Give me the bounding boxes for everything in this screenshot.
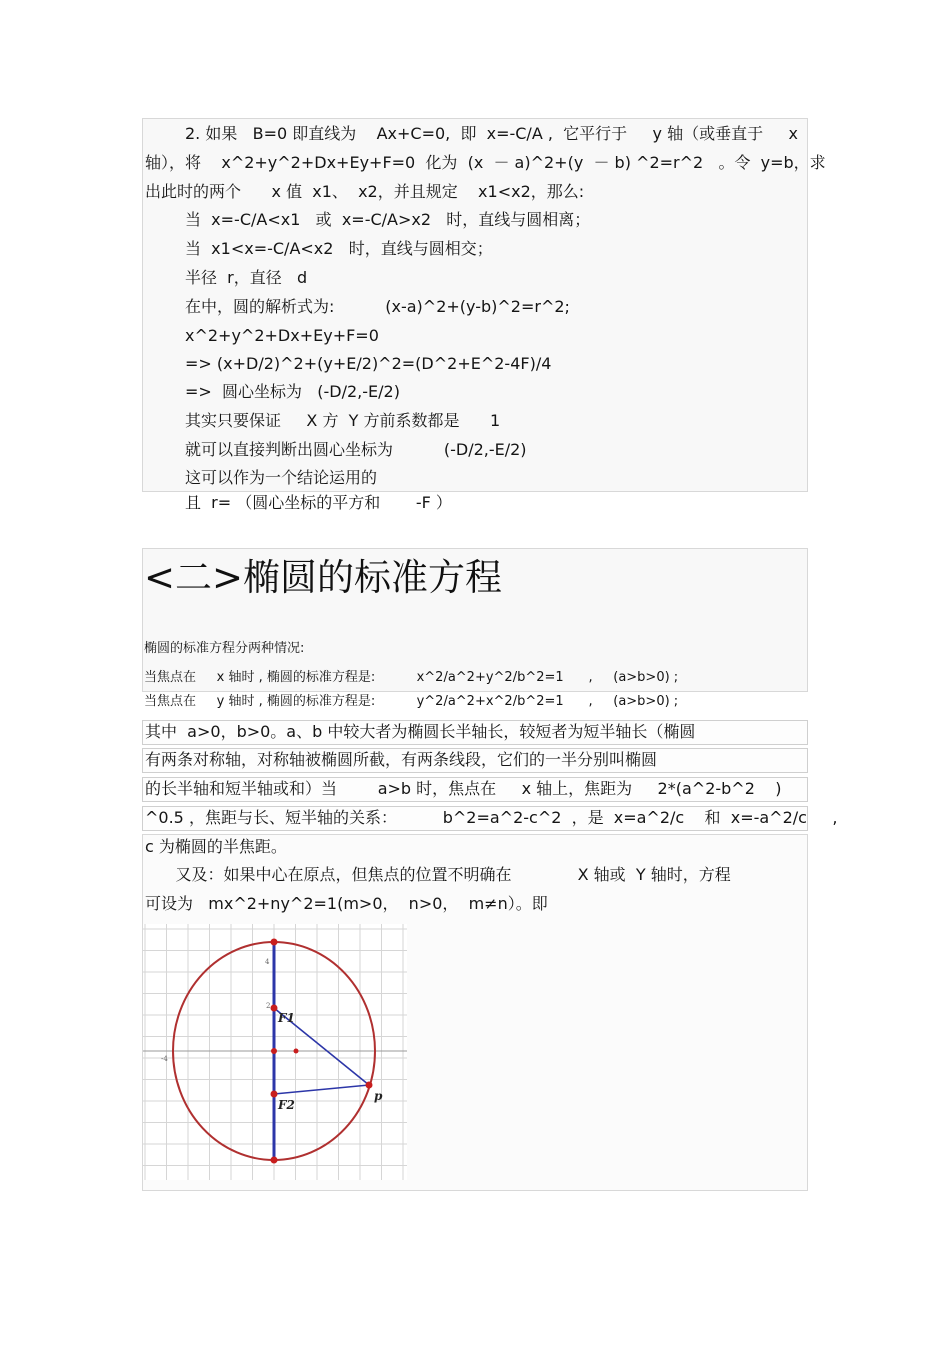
case-x-axis: 当焦点在 x 轴时 , 椭圆的标准方程是: x^2/a^2+y^2/b^2=1 , (a>b>0) ; xyxy=(144,670,679,685)
label-f1: F1 xyxy=(278,1011,295,1025)
tick-label-4: 4 xyxy=(265,958,270,966)
text-line: => 圆心坐标为 (-D/2,-E/2) xyxy=(185,382,400,401)
section-heading: <二>椭圆的标准方程 xyxy=(144,556,503,599)
text-line: 出此时的两个 x 值 x1、 x2，并且规定 x1<x2，那么: xyxy=(145,182,585,201)
text-line: x^2+y^2+Dx+Ey+F=0 xyxy=(185,326,379,345)
text-line: 的长半轴和短半轴或和）当 a>b 时，焦点在 x 轴上，焦距为 2*(a^2-b^2 ) xyxy=(145,779,782,798)
text-line: 其中 a>0，b>0。a、b 中较大者为椭圆长半轴长，较短者为短半轴长（椭圆 xyxy=(145,722,696,741)
label-p: p xyxy=(374,1089,383,1103)
text-line: c 为椭圆的半焦距。 xyxy=(145,837,287,856)
vertex-top-point xyxy=(271,939,278,946)
point-p xyxy=(366,1082,373,1089)
text-line: 当 x=-C/A<x1 或 x=-C/A>x2 时，直线与圆相离； xyxy=(185,210,591,229)
f2-to-p-line xyxy=(274,1085,369,1094)
focus-f1-point xyxy=(271,1005,278,1012)
text-line: 且 r= （圆心坐标的平方和 -F ） xyxy=(185,493,452,512)
text-line: 在中，圆的解析式为: (x-a)^2+(y-b)^2=r^2; xyxy=(185,297,570,316)
text-line: 轴），将 x^2+y^2+Dx+Ey+F=0 化为 (x － a)^2+(y － b) ^2=r^2 。令 y=b，求 xyxy=(145,153,826,172)
vertex-bottom-point xyxy=(271,1157,278,1164)
text-line: 可设为 mx^2+ny^2=1(m>0， n>0， m≠n）。即 xyxy=(145,894,548,913)
focus-f2-point xyxy=(271,1091,278,1098)
text-line: 其实只要保证 X 方 Y 方前系数都是 1 xyxy=(185,411,501,430)
tick-label-neg4: -4 xyxy=(161,1055,168,1063)
text-line: 当 x1<x=-C/A<x2 时，直线与圆相交； xyxy=(185,239,493,258)
tick-label-2: 2 xyxy=(266,1002,271,1010)
section-intro: 椭圆的标准方程分两种情况: xyxy=(144,641,305,656)
text-line: 就可以直接判断出圆心坐标为 (-D/2,-E/2) xyxy=(185,440,527,459)
text-line: 半径 r，直径 d xyxy=(185,268,308,287)
center-point xyxy=(271,1048,277,1054)
text-line: 这可以作为一个结论运用的 xyxy=(185,468,378,487)
ellipse-figure xyxy=(143,924,407,1180)
text-line: => (x+D/2)^2+(y+E/2)^2=(D^2+E^2-4F)/4 xyxy=(185,354,552,373)
case-y-axis: 当焦点在 y 轴时 , 椭圆的标准方程是: y^2/a^2+x^2/b^2=1 , (a>b>0) ; xyxy=(144,694,679,709)
text-line: 有两条对称轴，对称轴被椭圆所截，有两条线段，它们的一半分别叫椭圆 xyxy=(145,750,658,769)
label-f2: F2 xyxy=(278,1098,295,1112)
extra-point xyxy=(294,1049,299,1054)
text-line: 2. 如果 B=0 即直线为 Ax+C=0, 即 x=-C/A , 它平行于 y 轴（或垂直于 x xyxy=(185,124,798,143)
text-line: ^0.5 ，焦距与长、短半轴的关系： b^2=a^2-c^2 ，是 x=a^2/c 和 x=-a^2/c , xyxy=(145,808,838,827)
text-line: 又及：如果中心在原点，但焦点的位置不明确在 X 轴或 Y 轴时，方程 xyxy=(145,865,731,884)
